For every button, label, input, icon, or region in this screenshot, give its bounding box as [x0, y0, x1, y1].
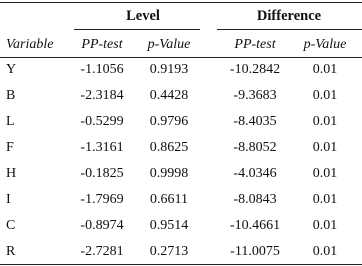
cell-level-p-value: 0.9796	[149, 114, 189, 129]
cell-diff-pp-test: -10.4661	[229, 218, 281, 233]
cell-level-pp-test: -1.3161	[80, 140, 124, 155]
cell-variable: H	[6, 166, 17, 181]
cell-diff-pp-test: -4.0346	[233, 166, 277, 181]
cell-level-pp-test: -0.5299	[80, 114, 124, 129]
cell-diff-pp-test: -8.4035	[233, 114, 277, 129]
cell-diff-p-value: 0.01	[312, 218, 338, 233]
cell-diff-pp-test: -11.0075	[230, 244, 280, 259]
cell-level-pp-test: -1.1056	[80, 62, 124, 77]
cell-level-pp-test: -2.7281	[80, 244, 124, 259]
col-header-variable: Variable	[6, 37, 54, 52]
col-header-level-p: p-Value	[147, 37, 191, 52]
cell-diff-p-value: 0.01	[312, 166, 338, 181]
cell-diff-p-value: 0.01	[312, 192, 338, 207]
cell-level-p-value: 0.9998	[149, 166, 189, 181]
level-underline	[74, 29, 200, 30]
cell-diff-pp-test: -8.8052	[233, 140, 277, 155]
cell-level-pp-test: -0.8974	[80, 218, 124, 233]
cell-variable: C	[6, 218, 16, 233]
cell-diff-p-value: 0.01	[312, 114, 338, 129]
cell-level-pp-test: -1.7969	[80, 192, 124, 207]
cell-diff-pp-test: -10.2842	[229, 62, 281, 77]
top-rule	[0, 2, 362, 3]
cell-variable: Y	[6, 62, 17, 77]
cell-level-p-value: 0.4428	[149, 88, 189, 103]
group-header-difference: Difference	[256, 8, 322, 24]
col-header-diff-pp: PP-test	[234, 37, 276, 52]
cell-level-pp-test: -0.1825	[80, 166, 124, 181]
cell-diff-p-value: 0.01	[312, 244, 338, 259]
bottom-rule	[0, 264, 362, 265]
cell-diff-pp-test: -8.0843	[233, 192, 277, 207]
cell-level-p-value: 0.9514	[149, 218, 189, 233]
col-header-diff-p: p-Value	[303, 37, 347, 52]
difference-underline	[217, 29, 362, 30]
cell-variable: R	[6, 244, 16, 259]
cell-level-p-value: 0.8625	[149, 140, 189, 155]
cell-variable: F	[6, 140, 14, 155]
cell-level-p-value: 0.2713	[149, 244, 189, 259]
cell-diff-pp-test: -9.3683	[233, 88, 277, 103]
cell-level-p-value: 0.9193	[149, 62, 189, 77]
cell-variable: B	[6, 88, 16, 103]
cell-level-pp-test: -2.3184	[80, 88, 124, 103]
cell-variable: I	[6, 192, 11, 207]
group-header-level: Level	[126, 8, 160, 24]
header-rule	[0, 57, 362, 58]
cell-diff-p-value: 0.01	[312, 62, 338, 77]
cell-level-p-value: 0.6611	[150, 192, 188, 207]
cell-diff-p-value: 0.01	[312, 140, 338, 155]
cell-diff-p-value: 0.01	[312, 88, 338, 103]
cell-variable: L	[6, 114, 15, 129]
col-header-level-pp: PP-test	[81, 37, 123, 52]
